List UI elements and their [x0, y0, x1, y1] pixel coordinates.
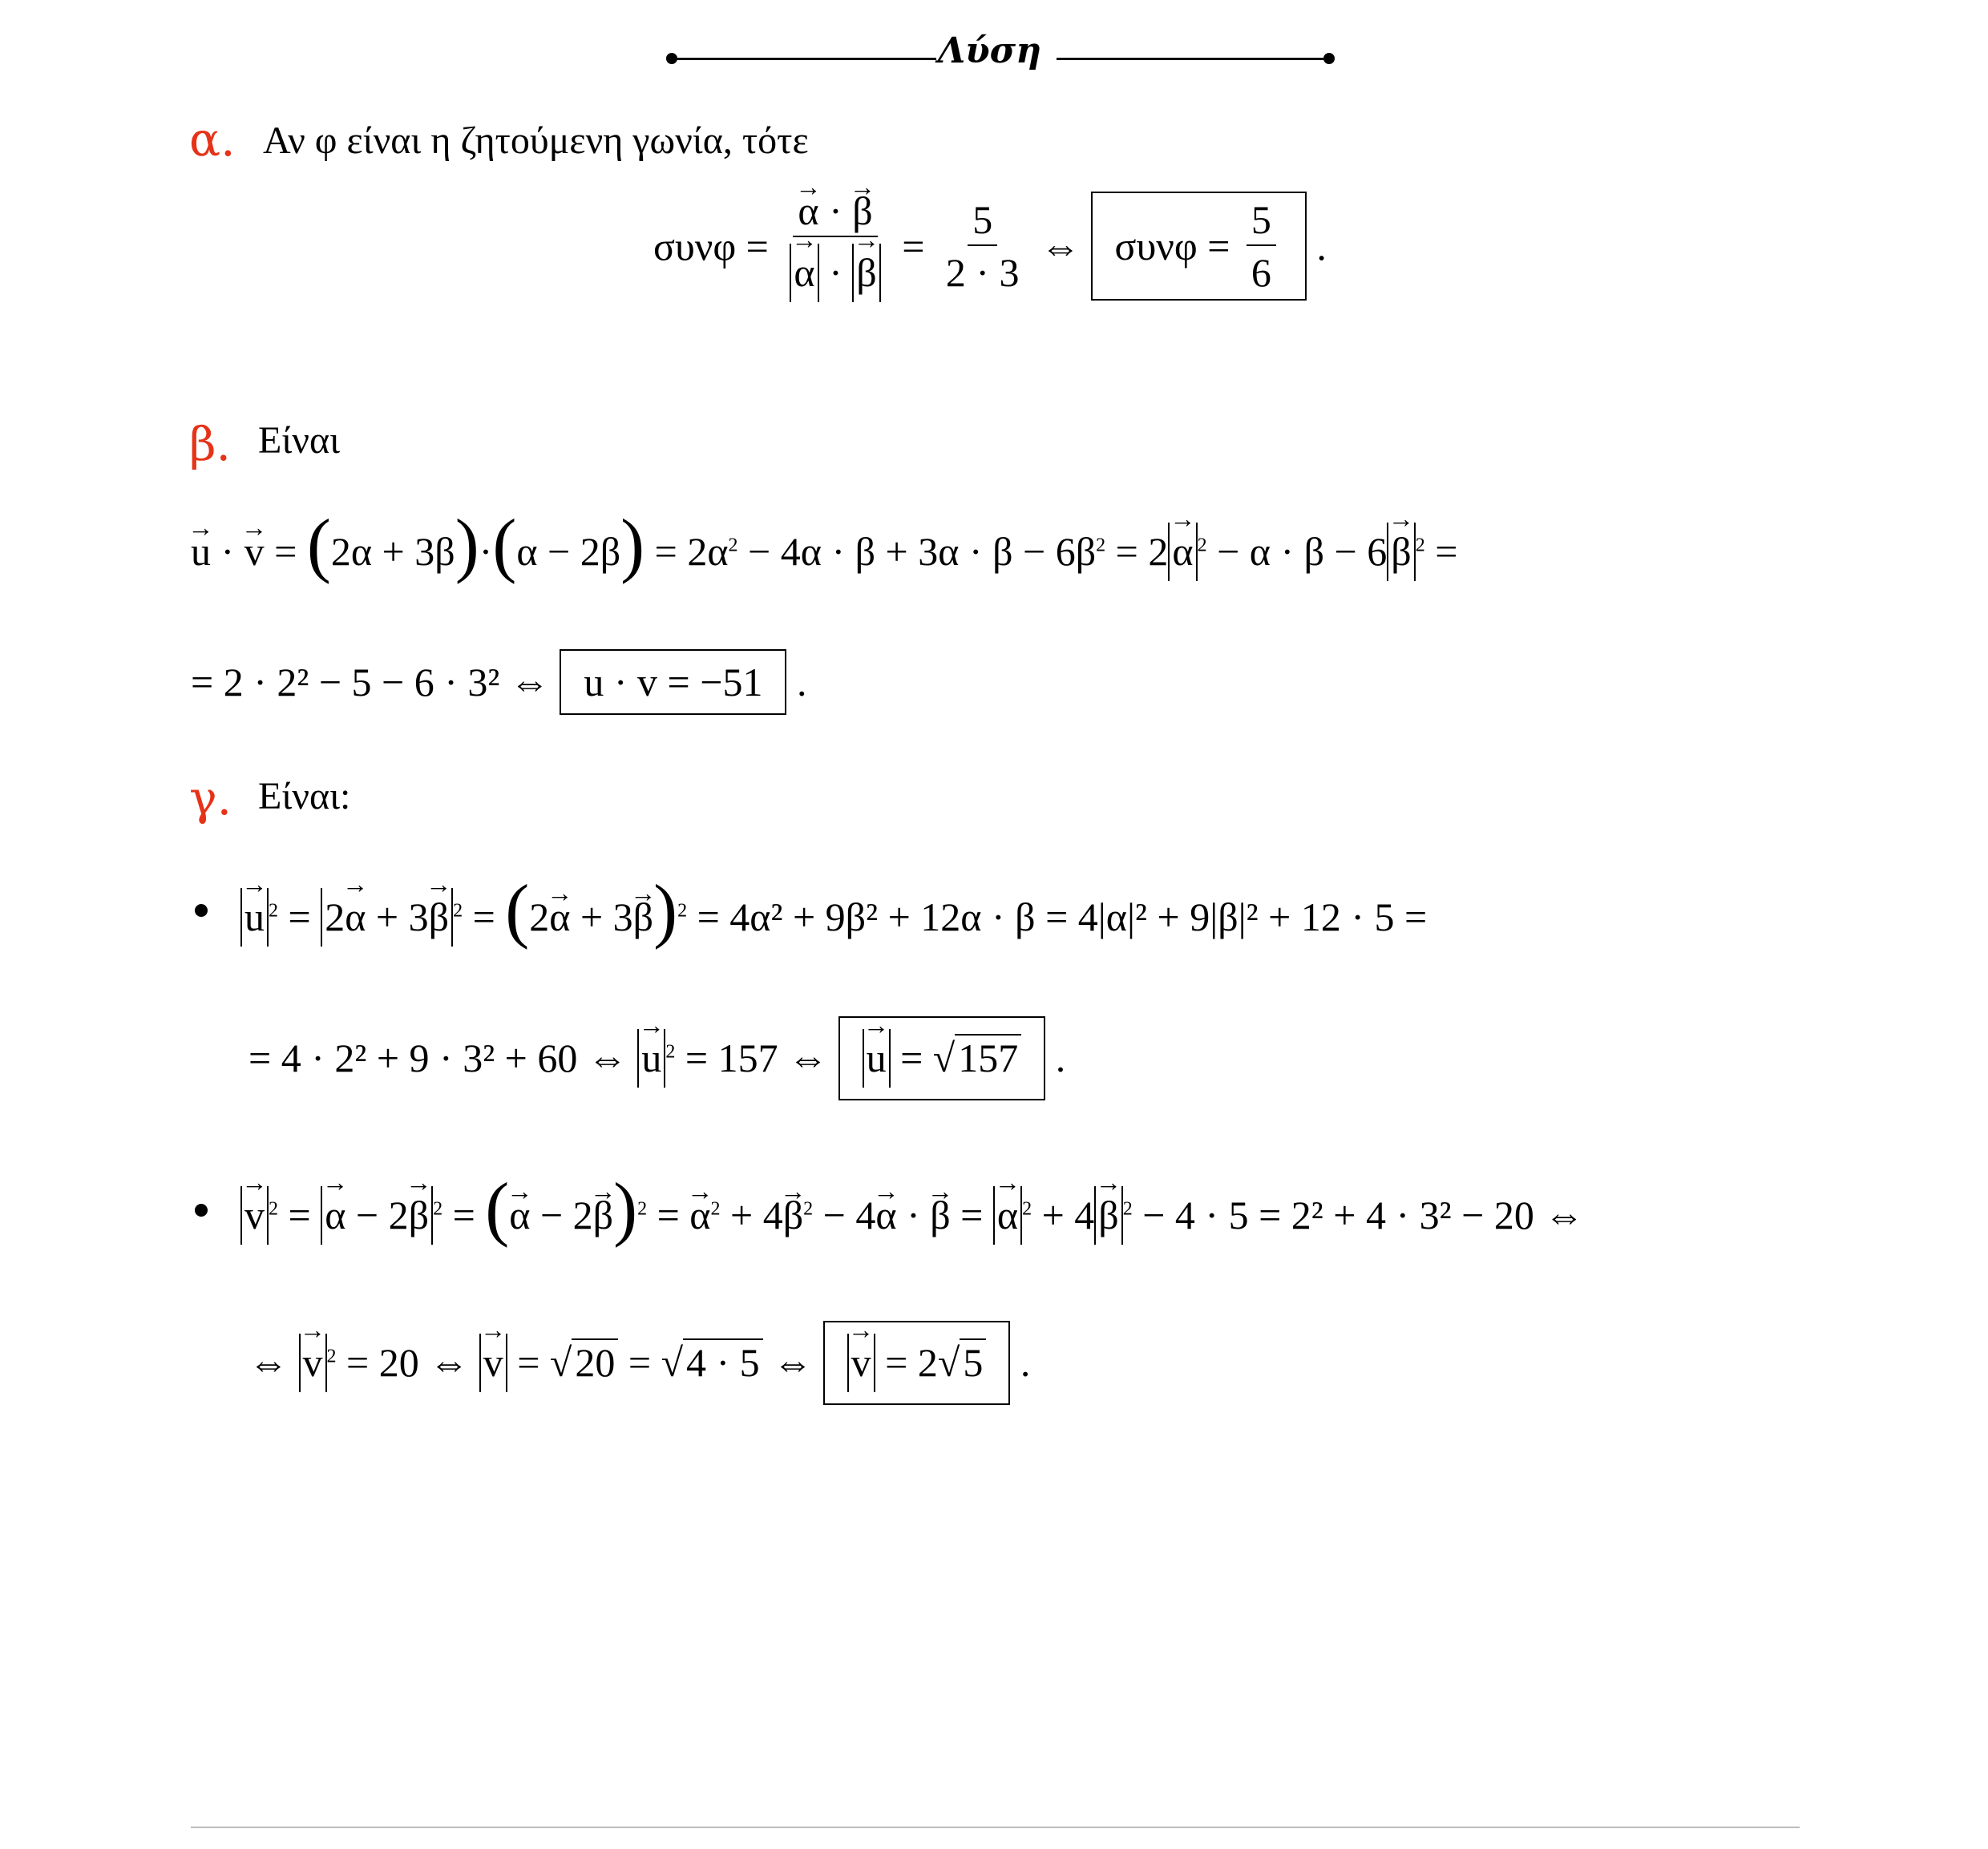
boxed-fraction-num: 5 [1247, 200, 1276, 246]
bullet-v [195, 1204, 208, 1217]
bullet-u [195, 904, 208, 917]
term-mid-2: − α · β − 6 [1217, 529, 1388, 574]
term-2alpha: = 2α [654, 529, 729, 574]
period-a: . [1316, 224, 1327, 269]
norm-beta-b: → β [1387, 523, 1415, 581]
equals: = [274, 529, 297, 574]
u-eq: = 157 ⇔ [685, 1036, 829, 1080]
boxed-result-v: → v = 2√5 [823, 1321, 1011, 1405]
label-beta: β. [189, 417, 231, 471]
paren-close: ) [455, 505, 479, 585]
equation-uv-line1: → u · → $v = (2\alpha + 3\beta)\cdot(\alpha - 2\beta) = 2\alpha^2 - 4\alpha \cdot \beta + 3\alpha \cdot \beta - 6\beta^2 = 2\to \alpha$ $^2$ − α · β − 6→ β $^2$ = [191, 523, 1457, 581]
boxed-fraction [1247, 197, 1276, 296]
equation-v-line2: ⇔ → v $^2$ = 20 ⇔ → v = √20 = √4 · 5 ⇔ → v = 2√5 . [248, 1321, 1030, 1405]
term-middle: − 4α · β + 3α · β − 6β [748, 529, 1097, 574]
label-alpha: α. [189, 112, 236, 167]
equation-v-line1: → v $^2$ = → α − 2→ β $^2$ = (→ α − 2→ β)$^2$ = → $\alpha^2 + 4\to \beta^2 - 4\to \alpha$ · → β = → α $^2$ + 4→ β $^2$ − 4 · 5 = 2² + 4 · 3² − 20 ⇔ [240, 1186, 1584, 1245]
paren-close-2: ) [620, 505, 645, 585]
fraction-numbers-numerator: 5 [968, 200, 997, 246]
norm-u-2: → u [637, 1029, 665, 1088]
fraction-numbers-denominator: 2 · 3 [945, 250, 1020, 296]
factor-1: 2α + 3β [330, 529, 455, 574]
factor-2: α − 2β [516, 529, 621, 574]
v-root-20: 20 [572, 1338, 618, 1385]
v-boxed-root: 5 [960, 1338, 986, 1385]
intro-gamma: Είναι: [258, 775, 351, 818]
period-c1: . [1055, 1036, 1066, 1080]
equals-end: = [1435, 529, 1458, 574]
intro-beta: Είναι [258, 419, 340, 462]
boxed-result-uv: u · v = −51 [560, 649, 786, 715]
fraction-numbers [941, 197, 1024, 296]
iff-symbol: ⇔ [1040, 224, 1081, 269]
norm-beta: → β [852, 244, 880, 302]
norm-2a3b: 2→ α + 3→ β [321, 888, 453, 947]
term-coef-2: = 2 [1115, 529, 1169, 574]
u-expr: = 4 · 2² + 9 · 3² + 60 ⇔ [248, 1036, 628, 1080]
equation-uv-line2 [191, 649, 806, 715]
boxed-result-cos [1091, 192, 1307, 301]
norm-u: → u [240, 888, 269, 947]
intro-alpha: Αν φ είναι η ζητούμενη γωνία, τότε [263, 119, 809, 162]
vector-u: → u [191, 531, 211, 571]
header-title: Λύση [938, 30, 1042, 71]
paren-open: ( [306, 505, 331, 585]
u-expansion: = 4α² + 9β² + 12α · β = 4|α|² + 9|β|² + 12 · 5 = [697, 894, 1428, 939]
fraction-vectors-denominator: → α · → β [785, 237, 885, 302]
uv-expr: = 2 · 2² − 5 − 6 · 3² ⇔ [191, 660, 550, 704]
boxed-fraction-den: 6 [1251, 250, 1271, 296]
equation-cos [653, 188, 1327, 302]
bottom-rule [191, 1827, 1800, 1828]
v-root-4x5: 4 · 5 [683, 1338, 763, 1385]
period-b: . [796, 660, 807, 704]
paren-open-2: ( [492, 505, 517, 585]
header-right-dot [1323, 53, 1335, 64]
dot: · [220, 529, 235, 574]
v-eq: = [517, 1340, 540, 1385]
norm-alpha-b: → α [1168, 523, 1197, 581]
v-tail: = 2² + 4 · 3² − 20 ⇔ [1259, 1193, 1585, 1237]
fraction-vectors-numerator: → α · → β [793, 191, 877, 237]
v-eq-20: = 20 ⇔ [346, 1340, 470, 1385]
equation-u-line2: = 4 · 2² + 9 · 3² + 60 ⇔ → u $^2$ = 157 ⇔ → u = √157 . [248, 1016, 1065, 1100]
fraction-vectors [785, 188, 885, 302]
boxed-cos-lhs: συνφ = [1114, 224, 1230, 269]
norm-v: → v [240, 1186, 269, 1245]
vector-alpha: → α [798, 191, 818, 231]
vector-v: → v [244, 531, 265, 571]
period-c2: . [1020, 1340, 1031, 1385]
vector-beta: → β [852, 191, 872, 231]
header-right-line [1057, 58, 1329, 60]
equation-u-line1: → u $^2$ = 2→ α + 3→ β $^2 = (2\to \alpha + 3\to \beta)^2 = 4\alpha^2 + 9\beta^2 + 12\alpha \cdot \beta = 4|\alpha|^2 + 9|\beta|^2 + 12 \cdot 5$ = [240, 888, 1427, 947]
norm-alpha: → α [790, 244, 818, 302]
u-root: 157 [955, 1034, 1021, 1080]
boxed-result-u: → u = √157 [838, 1016, 1046, 1100]
header-left-line [672, 58, 936, 60]
cos-lhs: συνφ = [653, 224, 769, 269]
equals-1: = [902, 224, 925, 269]
v-coef: 2 [917, 1340, 938, 1385]
label-gamma: γ. [189, 771, 232, 826]
